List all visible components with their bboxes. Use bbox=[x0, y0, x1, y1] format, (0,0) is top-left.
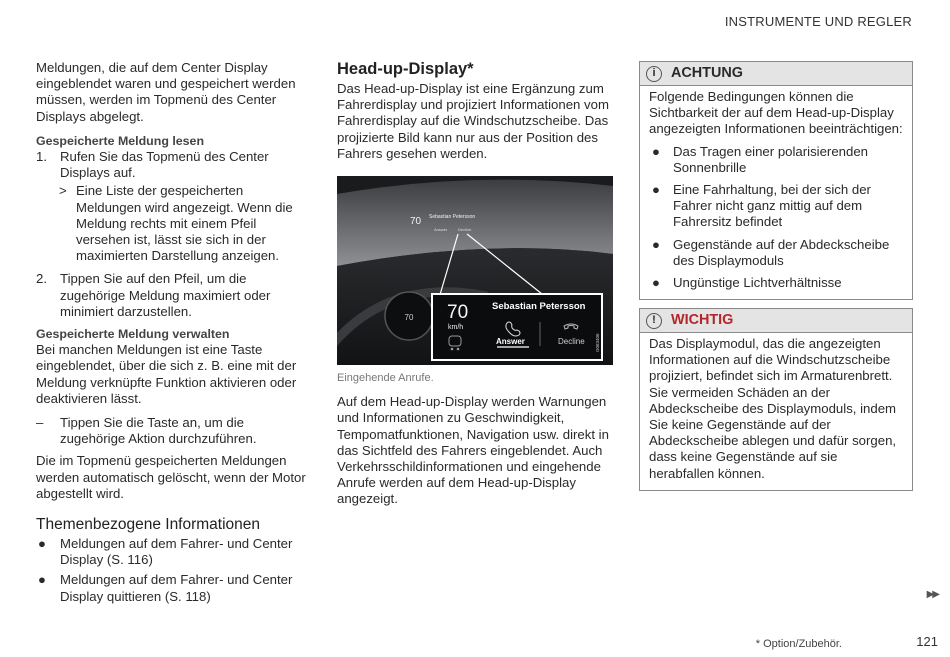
achtung-header bbox=[640, 62, 912, 86]
bullet-icon: ● bbox=[652, 143, 660, 159]
achtung-item-text: Das Tragen einer polarisierenden Sonnenbrille bbox=[673, 143, 868, 175]
hud-intro: Das Head-up-Display ist eine Ergänzung zum Fahrerdisplay und projiziert Informationen vom Fahrerdisplay auf die Windschutzscheibe. Das projizierte Bild kann nur aus der Position des Fahrers gesehen werden. bbox=[337, 81, 609, 161]
hud-illustration bbox=[337, 176, 613, 365]
figure-caption: Eingehende Anrufe. bbox=[337, 372, 434, 385]
page-header: INSTRUMENTE UND REGLER bbox=[724, 14, 912, 29]
hud-body: Auf dem Head-up-Display werden Warnungen und Informationen zu Geschwindigkeit, Tempomatfunktionen, Navigation usw. direkt in das Sichtfeld des Fahrers eingeblendet. Auch Verkehrsschildinformationen und eingehende Anrufe werden auf dem Head-up-Display angezeigt. bbox=[337, 394, 609, 507]
achtung-item bbox=[649, 237, 904, 269]
info-icon: i bbox=[646, 66, 662, 82]
achtung-item bbox=[649, 275, 904, 291]
hud-small-answer: Answer bbox=[434, 227, 448, 233]
achtung-label: ACHTUNG bbox=[671, 65, 743, 82]
wichtig-box-wrap bbox=[639, 308, 913, 491]
continue-arrow-icon: ▶▶ bbox=[926, 589, 938, 600]
achtung-item bbox=[649, 144, 904, 176]
wichtig-box bbox=[639, 308, 913, 491]
wichtig-header bbox=[640, 309, 912, 333]
left-column bbox=[36, 60, 308, 609]
figure-code: G063406 bbox=[595, 333, 600, 353]
manage-message-heading: Gespeicherte Meldung verwalten bbox=[36, 327, 230, 342]
achtung-item-text: Eine Fahrhaltung, bei der sich der Fahrer nicht ganz mittig auf dem Fahrersitz befindet bbox=[673, 182, 871, 230]
auto-delete-paragraph: Die im Topmenü gespeicherten Meldungen werden automatisch gelöscht, wenn der Motor abgestellt wird. bbox=[36, 453, 306, 501]
manage-paragraph: Bei manchen Meldungen ist eine Taste eingeblendet, über die sich z. B. eine mit der Meldung verknüpfte Funktion aktivieren oder deaktivieren lässt. bbox=[36, 342, 297, 406]
hud-speed-unit: km/h bbox=[448, 324, 464, 332]
related-link-2[interactable] bbox=[36, 572, 308, 604]
middle-column bbox=[337, 60, 612, 508]
read-step-1 bbox=[36, 149, 308, 181]
result-marker: > bbox=[59, 183, 67, 199]
read-step-2 bbox=[36, 271, 308, 320]
step-number: 2. bbox=[36, 271, 47, 287]
step-text: Tippen Sie auf den Pfeil, um die zugehörige Meldung maximiert oder minimiert darzustellen. bbox=[60, 271, 271, 319]
achtung-item bbox=[649, 182, 904, 231]
related-heading: Themenbezogene Informationen bbox=[36, 516, 261, 534]
bullet-icon: ● bbox=[652, 182, 660, 198]
bullet-icon: ● bbox=[652, 236, 660, 252]
step-text: Rufen Sie das Topmenü des Center Displays auf. bbox=[60, 149, 269, 181]
hud-caller-name: Sebastian Petersson bbox=[492, 301, 586, 313]
hud-figure bbox=[337, 176, 613, 365]
wichtig-body bbox=[640, 333, 912, 490]
section-title: Head-up-Display* bbox=[337, 60, 474, 78]
read-step-result bbox=[36, 183, 308, 264]
achtung-text: Folgende Bedingungen können die Sichtbarkeit der auf dem Head-up-Display angezeigten Informationen beeinträchtigen: bbox=[649, 89, 903, 137]
bullet-icon: ● bbox=[652, 275, 660, 291]
achtung-box bbox=[639, 61, 913, 300]
hud-small-caller: Sebastian Petersson bbox=[429, 214, 476, 221]
related-link-text[interactable]: Meldungen auf dem Fahrer- und Center Display quittieren (S. 118) bbox=[60, 572, 293, 604]
dash-text: Tippen Sie die Taste an, um die zugehörige Aktion durchzuführen. bbox=[60, 415, 257, 447]
bullet-icon: ● bbox=[38, 536, 46, 552]
dash-marker: – bbox=[36, 415, 44, 431]
bullet-icon: ● bbox=[38, 572, 46, 588]
intro-paragraph: Meldungen, die auf dem Center Display eingeblendet waren und gespeichert werden müssen, werden im Topmenü des Center Displays abgelegt. bbox=[36, 60, 296, 124]
step-number: 1. bbox=[36, 149, 47, 165]
result-text: Eine Liste der gespeicherten Meldungen wird angezeigt. Wenn die Meldung rechts mit einem Pfeil versehen ist, lässt sie sich in der maximierten Darstellung anzeigen. bbox=[76, 183, 293, 264]
read-message-heading: Gespeicherte Meldung lesen bbox=[36, 133, 205, 148]
hud-small-decline: Decline bbox=[458, 227, 472, 233]
achtung-body bbox=[640, 86, 912, 299]
related-link-text[interactable]: Meldungen auf dem Fahrer- und Center Display (S. 116) bbox=[60, 536, 293, 568]
wichtig-text: Das Displaymodul, das die angezeigten Informationen auf die Windschutzscheibe projiziert, befindet sich im Armaturenbrett. Sie vermeiden Schäden an der Abdeckscheibe des Displaymoduls, indem Sie keine Gegenstände auf der Abdeckscheibe ablegen und dafür sorgen, dass keine Gegenstände auf sie herabfallen können. bbox=[649, 336, 897, 481]
footnote: * Option/Zubehör. bbox=[755, 638, 842, 650]
achtung-box-wrap bbox=[639, 61, 913, 300]
hud-small-speed: 70 bbox=[410, 216, 422, 228]
gauge-value: 70 bbox=[404, 313, 414, 323]
hud-decline: Decline bbox=[558, 337, 585, 347]
achtung-item-text: Gegenstände auf der Abdeckscheibe des Displaymoduls bbox=[673, 236, 890, 268]
related-link-1[interactable] bbox=[36, 536, 308, 568]
page-number: 121 bbox=[916, 634, 938, 649]
hud-answer: Answer bbox=[496, 337, 525, 347]
achtung-item-text: Ungünstige Lichtverhältnisse bbox=[673, 275, 842, 291]
hud-speed: 70 bbox=[447, 302, 469, 324]
manage-dash-item bbox=[36, 415, 308, 447]
wichtig-label: WICHTIG bbox=[671, 312, 734, 329]
exclamation-icon: ! bbox=[646, 313, 662, 329]
